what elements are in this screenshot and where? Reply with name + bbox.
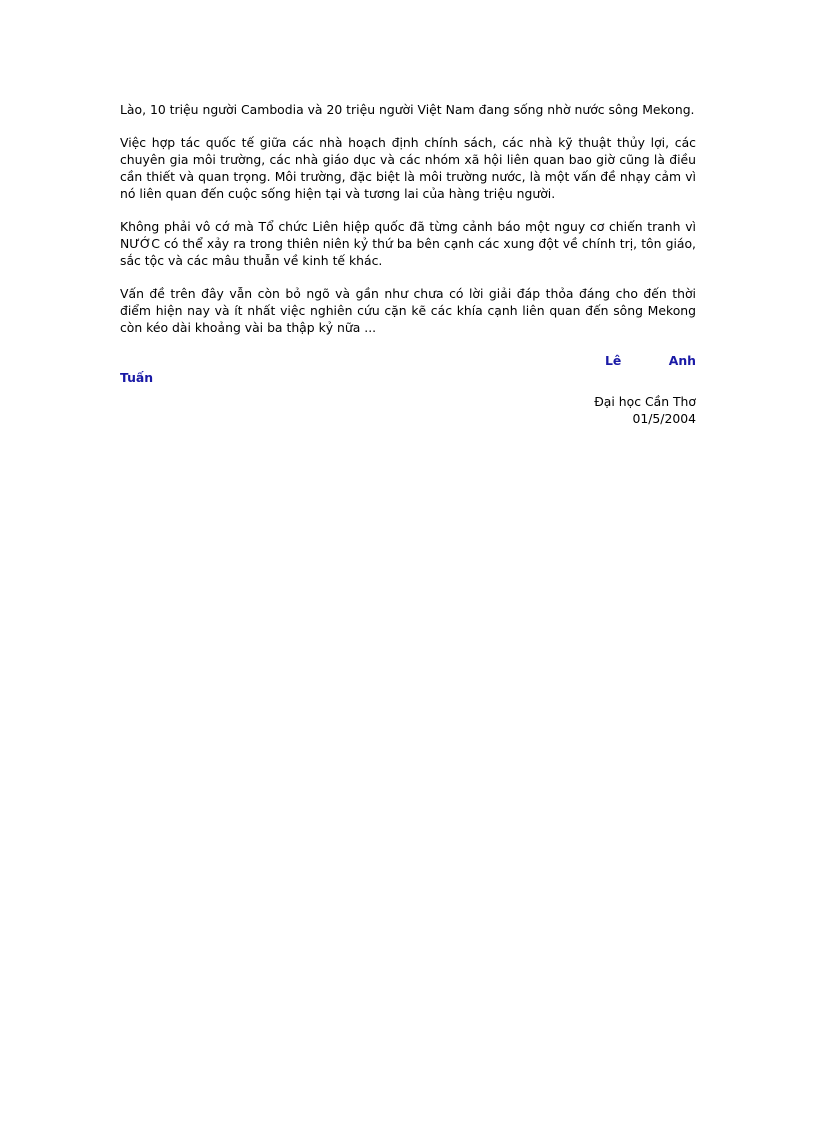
author-first-name: Lê xyxy=(605,353,622,368)
paragraph-4: Vấn đề trên đây vẫn còn bỏ ngõ và gần như chưa có lời giải đáp thỏa đáng cho đến thời điểm hiện nay và ít nhất việc nghiên cứu cặn kẽ các khía cạnh liên quan đến sông Mekong còn kéo dài khoảng vài ba thập kỷ nữa ... xyxy=(120,286,696,335)
author-middle-name: Anh xyxy=(668,353,696,368)
author-institution: Đại học Cần Thơ xyxy=(594,394,696,409)
paragraph-2: Việc hợp tác quốc tế giữa các nhà hoạch định chính sách, các nhà kỹ thuật thủy lợi, các chuyên gia môi trường, các nhà giáo dục và các nhóm xã hội liên quan bao giờ cũng là điều cần thiết và quan trọng. Môi trường, đặc biệt là môi trường nước, là một vấn đề nhạy cảm vì nó liên quan đến cuộc sống hiện tại và tương lai của hàng triệu người. xyxy=(120,135,696,201)
paragraph-3: Không phải vô cớ mà Tổ chức Liên hiệp quốc đã từng cảnh báo một nguy cơ chiến tranh vì NƯỚC có thể xảy ra trong thiên niên kỷ thứ ba bên cạnh các xung đột về chính trị, tôn giáo, sắc tộc và các mâu thuẫn về kinh tế khác. xyxy=(120,219,696,268)
author-last-name: Tuấn xyxy=(120,370,154,385)
document-page xyxy=(120,101,696,427)
document-date: 01/5/2004 xyxy=(632,411,696,426)
author-name-line xyxy=(120,352,696,369)
paragraph-1: Lào, 10 triệu người Cambodia và 20 triệu người Việt Nam đang sống nhờ nước sông Mekong. xyxy=(120,102,695,117)
